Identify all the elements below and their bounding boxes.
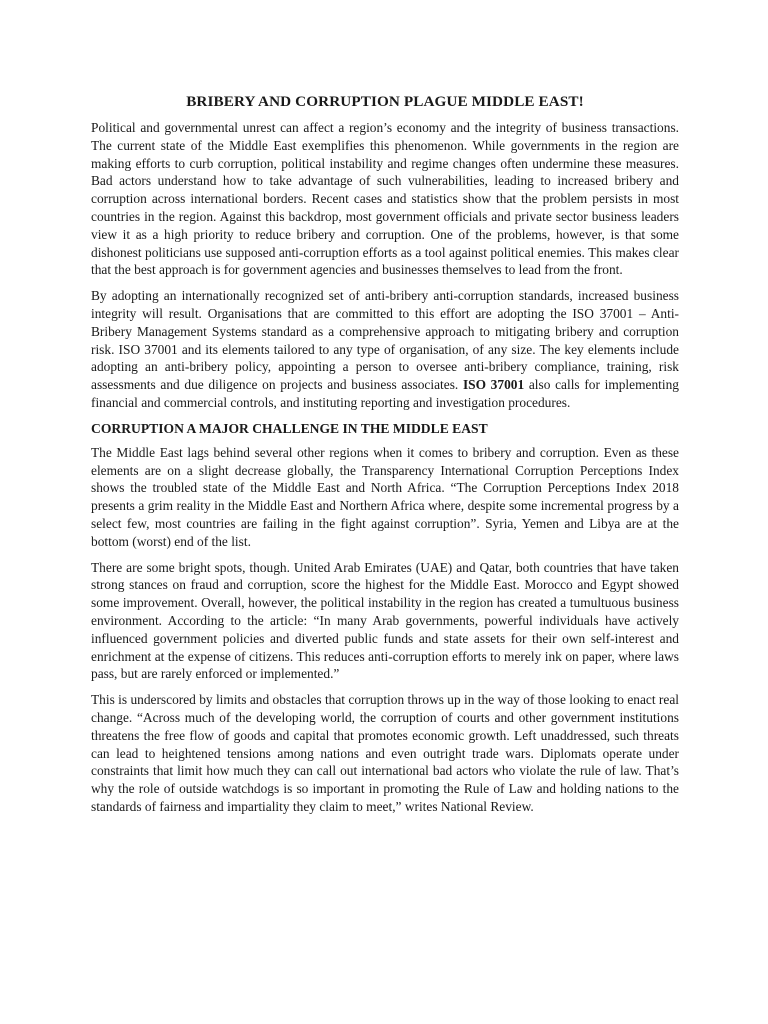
paragraph-intro: Political and governmental unrest can affect a region’s economy and the integrity of business transactions. The current state of the Middle East exemplifies this phenomenon. While governments in the region are making efforts to curb corruption, political instability and regime changes often undermine these measures. Bad actors understand how to take advantage of such vulnerabilities, leading to increased bribery and corruption across international borders. Recent cases and statistics show that the problem persists in most countries in the region. Against this backdrop, most government officials and private sector business leaders view it as a high priority to reduce bribery and corruption. One of the problems, however, is that some dishonest politicians use supposed anti-corruption efforts as a tool against political enemies. This makes clear that the best approach is for government agencies and businesses themselves to lead from the front. <box>91 120 679 278</box>
section-heading-corruption: CORRUPTION A MAJOR CHALLENGE IN THE MIDDLE EAST <box>91 420 488 436</box>
iso-37001-bold: ISO 37001 <box>462 377 525 393</box>
paragraph-iso-standard <box>91 287 679 412</box>
paragraph-bright-spots: There are some bright spots, though. United Arab Emirates (UAE) and Qatar, both countries that have taken strong stances on fraud and corruption, score the highest for the Middle East. Morocco and Egypt showed some improvement. Overall, however, the political instability in the region has created a tumultuous business environment. According to the article: “In many Arab governments, powerful individuals have actively influenced government policies and diverted public funds and state assets for their own self-interest and enrichment at the expense of citizens. This reduces anti-corruption efforts to merely ink on paper, where laws pass, but are rarely enforced or implemented.” <box>91 559 679 682</box>
document-page <box>91 92 679 824</box>
paragraph-cpi: The Middle East lags behind several other regions when it comes to bribery and corruption. Even as these elements are on a slight decrease globally, the Transparency International Corruption Perceptions Index shows the troubled state of the Middle East and North Africa. “The Corruption Perceptions Index 2018 presents a grim reality in the Middle East and Northern Africa where, despite some incremental progress by a select few, most countries are failing in the fight against corruption”. Syria, Yemen and Libya are at the bottom (worst) end of the list. <box>91 444 679 549</box>
paragraph-obstacles: This is underscored by limits and obstacles that corruption throws up in the way of those looking to enact real change. “Across much of the developing world, the corruption of courts and other government institutions threatens the free flow of goods and capital that promotes economic growth. Left unaddressed, such threats can lead to heightened tensions among nations and even outright trade wars. Diplomats operate under constraints that limit how much they can call out international bad actors who violate the rule of law. That’s why the role of outside watchdogs is so important in promoting the Rule of Law and holding nations to the standards of fairness and impartiality they claim to meet,” writes National Review. <box>91 692 679 814</box>
document-title: BRIBERY AND CORRUPTION PLAGUE MIDDLE EAST! <box>186 93 584 110</box>
paragraph-iso-text-2: also calls for implementing financial and commercial controls, and instituting reporting and investigation procedures. <box>91 377 679 410</box>
paragraph-iso-text-1: By adopting an internationally recognized set of anti-bribery anti-corruption standards, increased business integrity will result. Organisations that are committed to this effort are adopting the ISO 37001 – Anti-Bribery Management Systems standard as a comprehensive approach to mitigating bribery and corruption risk. ISO 37001 and its elements tailored to any type of organisation, of any size. The key elements include adopting an anti-bribery policy, appointing a person to oversee anti-bribery compliance, training, risk assessments and due diligence on projects and business associates. <box>91 288 679 393</box>
